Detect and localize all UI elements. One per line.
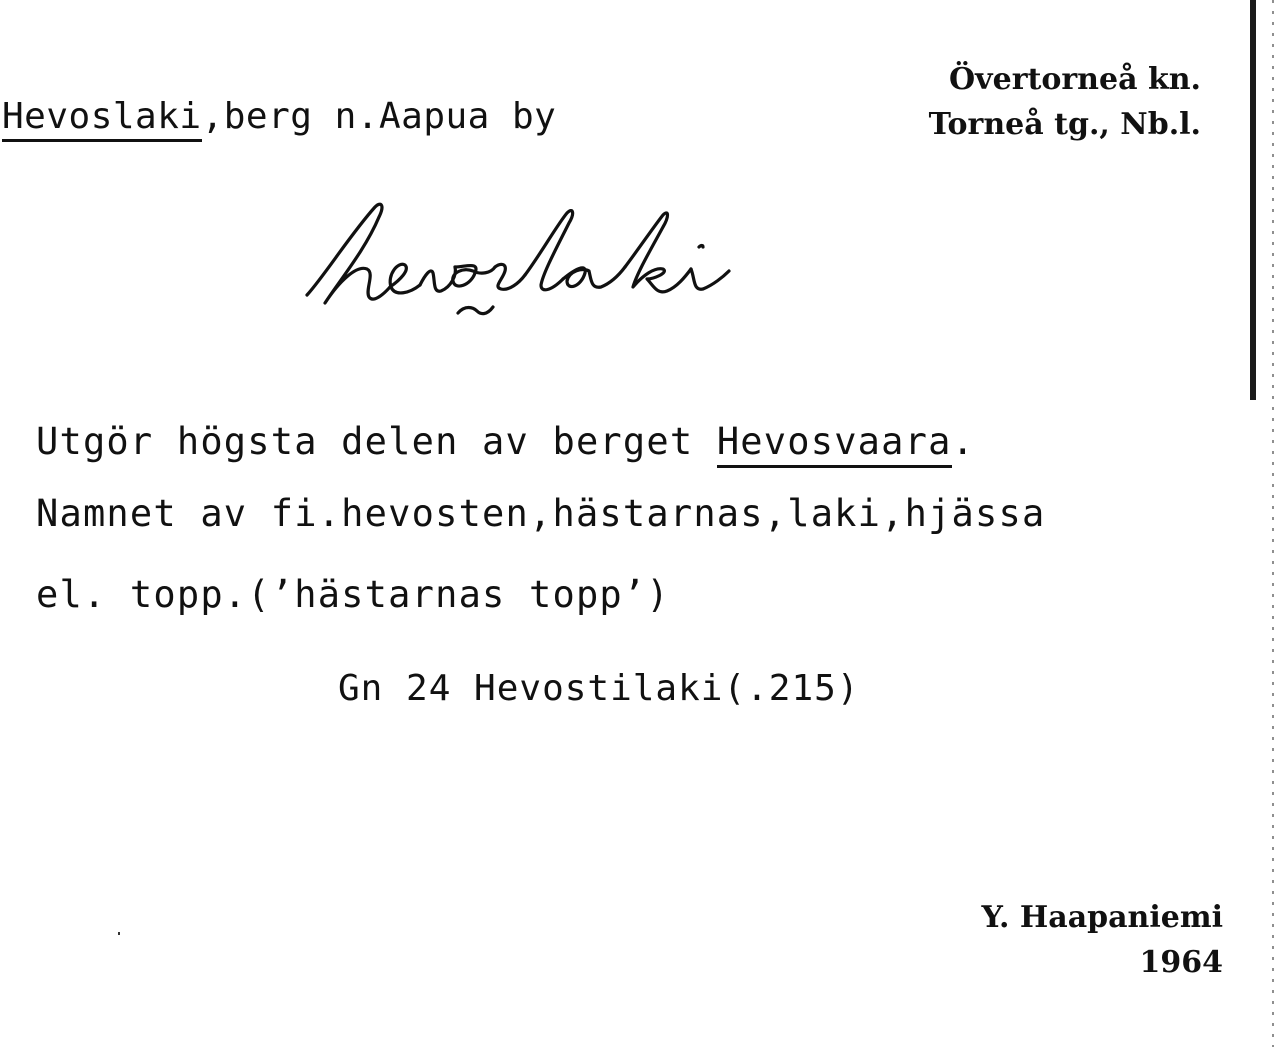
region-label: Torneå tg., Nb.l.: [928, 107, 1201, 142]
body-link-hevosvaara: Hevosvaara: [717, 420, 952, 468]
body-line-3: el. topp.(ʼhästarnas toppʼ): [36, 573, 670, 616]
author-name: Y. Haapaniemi: [981, 900, 1223, 935]
handwritten-name: [295, 195, 795, 355]
card-edge-line: [1250, 0, 1256, 400]
body-line-2: Namnet av fi.hevosten,hästarnas,laki,hjässa: [36, 492, 1046, 535]
body-line-1-suffix: .: [951, 420, 976, 463]
place-name: Hevoslaki: [2, 96, 202, 142]
card-edge-dots: [1272, 0, 1274, 1047]
body-line-1-text: Utgör högsta delen av berget: [36, 420, 717, 463]
source-reference: Gn 24 Hevostilaki(.215): [338, 668, 860, 709]
paper-speck: [118, 932, 120, 935]
record-year: 1964: [1139, 945, 1223, 980]
place-name-heading: [2, 96, 556, 137]
place-description: ,berg n.Aapua by: [201, 96, 557, 137]
body-line-1: [36, 420, 975, 463]
parish-label: Övertorneå kn.: [949, 62, 1201, 97]
